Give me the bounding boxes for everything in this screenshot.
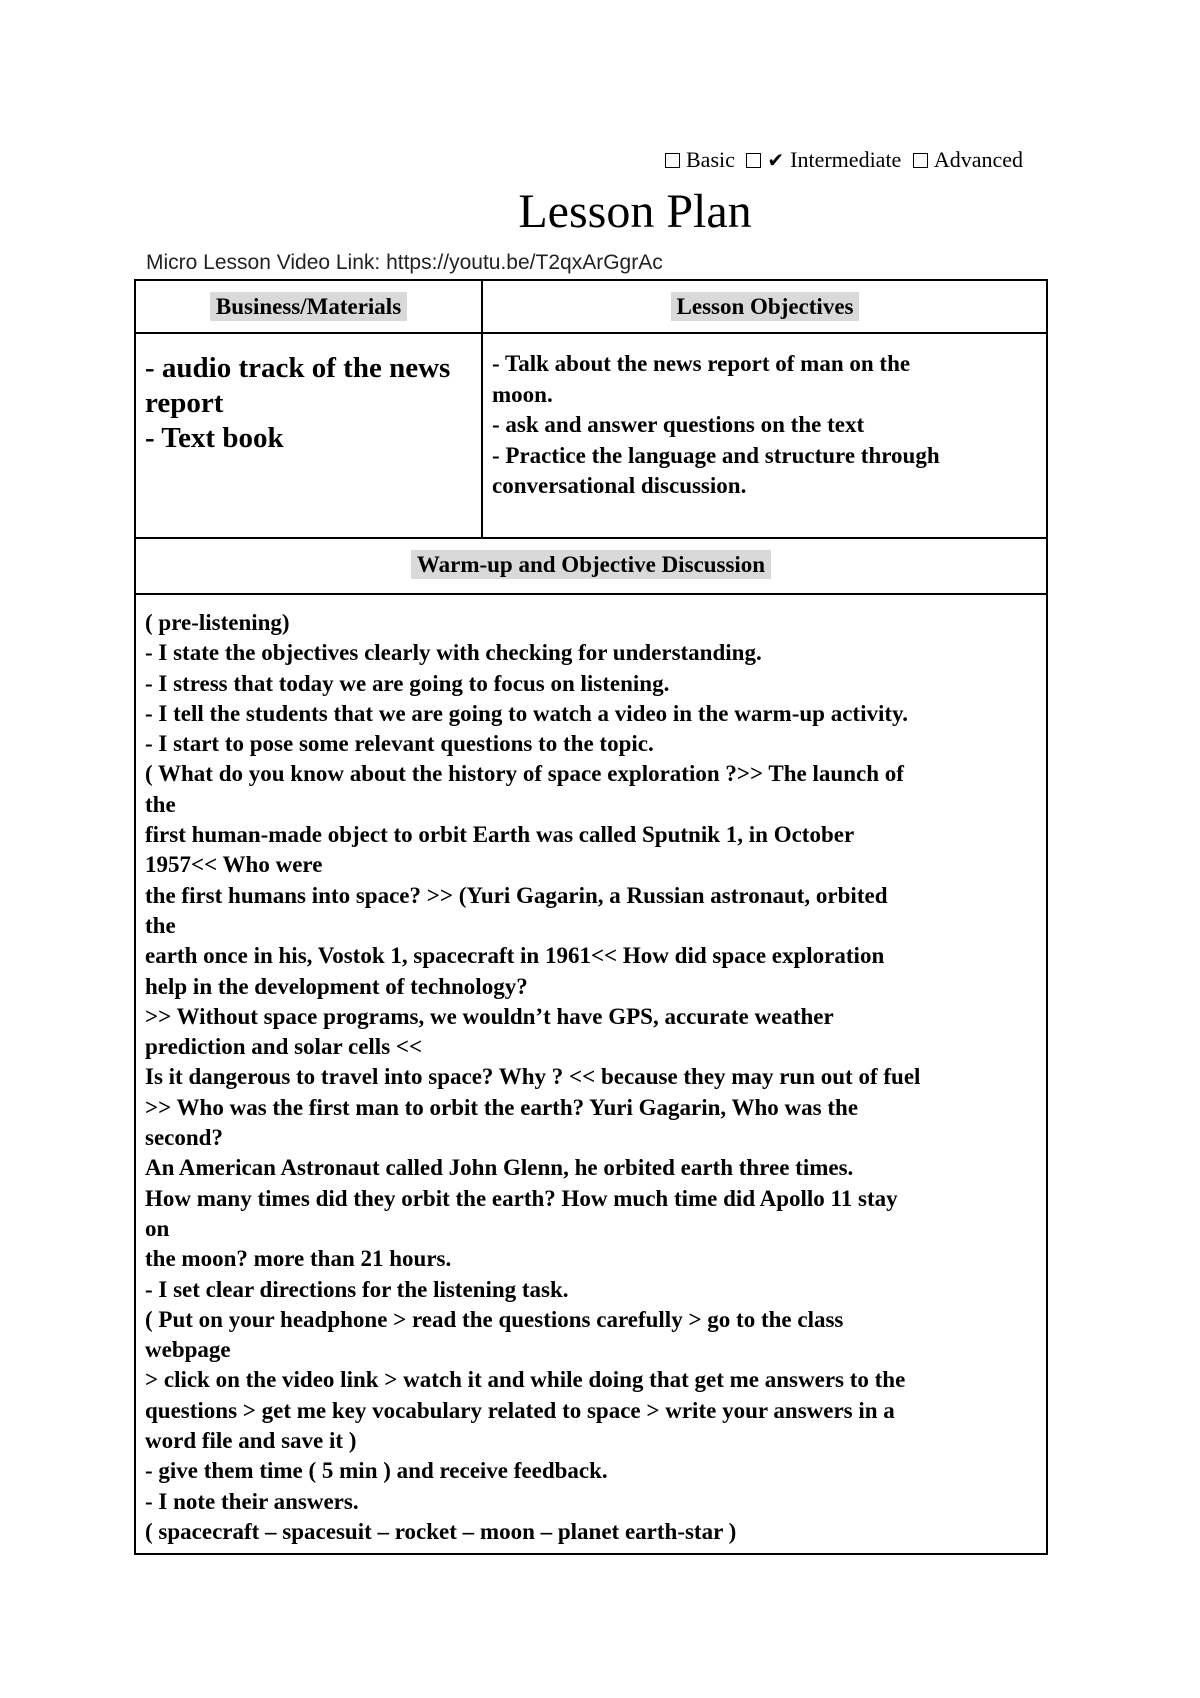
warmup-line: - give them time ( 5 min ) and receive feedback.	[145, 1458, 608, 1484]
warmup-line: help in the development of technology?	[145, 973, 528, 999]
objectives-list	[492, 349, 1042, 502]
column-divider	[481, 281, 483, 539]
level-advanced[interactable]	[913, 147, 1023, 172]
page-title: Lesson Plan	[518, 185, 752, 238]
warmup-line: ( What do you know about the history of space exploration ?>> The launch of	[145, 761, 904, 787]
objectives-line: - Practice the language and structure through	[492, 442, 940, 468]
row-divider	[136, 593, 1046, 595]
lesson-table	[134, 279, 1048, 1555]
checkmark-icon: ✔	[767, 150, 785, 172]
checkbox-icon[interactable]	[746, 153, 761, 168]
warmup-line: first human-made object to orbit Earth was called Sputnik 1, in October	[145, 822, 855, 848]
warmup-header: Warm-up and Objective Discussion	[411, 550, 771, 579]
warmup-line: > click on the video link > watch it and while doing that get me answers to the	[145, 1367, 906, 1393]
warmup-line: - I stress that today we are going to focus on listening.	[145, 670, 670, 696]
warmup-line: - I state the objectives clearly with checking for understanding.	[145, 640, 762, 666]
objectives-header-cell	[484, 294, 1046, 320]
warmup-line: webpage	[145, 1337, 231, 1363]
objectives-line: conversational discussion.	[492, 473, 747, 498]
warmup-line: An American Astronaut called John Glenn, he orbited earth three times.	[145, 1155, 854, 1181]
warmup-line: ( Put on your headphone > read the questions carefully > go to the class	[145, 1306, 844, 1332]
checkbox-icon[interactable]	[913, 153, 928, 168]
warmup-line: >> Without space programs, we wouldn’t have GPS, accurate weather	[145, 1003, 834, 1029]
row-divider	[136, 332, 1046, 334]
objectives-line: moon.	[492, 381, 553, 407]
level-selector	[665, 147, 1029, 173]
level-label: Basic	[686, 147, 735, 172]
objectives-line: - Talk about the news report of man on the	[492, 351, 911, 376]
objectives-line: - ask and answer questions on the text	[492, 412, 865, 437]
warmup-line: second?	[145, 1125, 223, 1151]
warmup-line: the moon? more than 21 hours.	[145, 1246, 452, 1272]
level-label: Intermediate	[790, 147, 902, 172]
video-link[interactable]: Micro Lesson Video Link: https://youtu.be/T2qxArGgrAc	[146, 251, 663, 274]
warmup-header-cell	[136, 552, 1046, 578]
level-label: Advanced	[933, 147, 1024, 172]
warmup-line: - I tell the students that we are going to watch a video in the warm-up activity.	[145, 700, 908, 726]
materials-line: - Text book	[145, 422, 284, 454]
warmup-line: the first humans into space? >> (Yuri Gagarin, a Russian astronaut, orbited	[145, 882, 888, 908]
warmup-line: questions > get me key vocabulary related to space > write your answers in a	[145, 1397, 895, 1423]
warmup-line: earth once in his, Vostok 1, spacecraft in 1961<< How did space exploration	[145, 943, 885, 969]
warmup-body	[145, 608, 1040, 1547]
level-basic[interactable]	[665, 147, 735, 172]
warmup-line: ( pre-listening)	[145, 610, 290, 635]
materials-header-cell	[136, 294, 481, 320]
warmup-line: - I note their answers.	[145, 1488, 359, 1514]
row-divider	[136, 537, 1046, 539]
warmup-line: the	[145, 791, 176, 817]
materials-header: Business/Materials	[210, 292, 407, 321]
objectives-header: Lesson Objectives	[671, 292, 860, 321]
warmup-line: - I set clear directions for the listening task.	[145, 1276, 569, 1302]
warmup-line: the	[145, 912, 176, 938]
warmup-line: on	[145, 1215, 170, 1241]
materials-line: report	[145, 387, 224, 419]
warmup-line: Is it dangerous to travel into space? Why ? << because they may run out of fuel	[145, 1064, 921, 1090]
warmup-line: >> Who was the first man to orbit the earth? Yuri Gagarin, Who was the	[145, 1094, 859, 1120]
warmup-line: 1957<< Who were	[145, 852, 323, 878]
materials-line: - audio track of the news	[145, 352, 451, 384]
warmup-line: ( spacecraft – spacesuit – rocket – moon – planet earth-star )	[145, 1518, 737, 1544]
warmup-line: prediction and solar cells <<	[145, 1034, 423, 1060]
materials-list	[145, 351, 475, 456]
warmup-line: - I start to pose some relevant questions to the topic.	[145, 731, 654, 757]
level-intermediate[interactable]	[746, 147, 901, 172]
warmup-line: How many times did they orbit the earth? How much time did Apollo 11 stay	[145, 1185, 898, 1211]
warmup-line: word file and save it )	[145, 1428, 357, 1454]
checkbox-icon[interactable]	[665, 153, 680, 168]
